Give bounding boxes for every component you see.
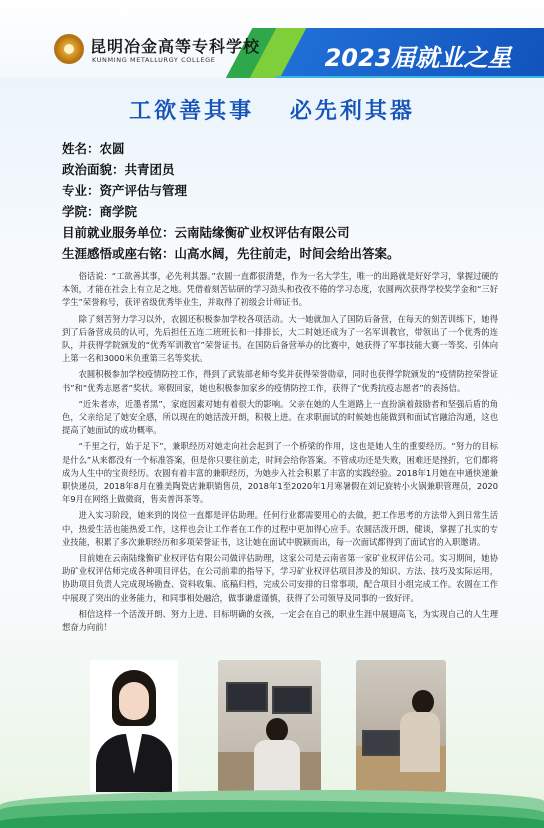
portrait-photo — [90, 660, 178, 792]
person-head — [412, 690, 434, 714]
person-body — [400, 712, 440, 772]
info-name: 姓名：农圆 — [62, 141, 125, 156]
page-title: 工欲善其事 必先利其器 — [129, 99, 415, 124]
info-motto: 生涯感悟或座右铭：山高水阔，先往前走，时间会给出答案。 — [62, 246, 400, 261]
banner-stripe-cyan — [274, 76, 544, 78]
person-body — [254, 740, 300, 792]
paragraph: 进入实习阶段，她来到的岗位一直都是评估助理。任何行业都需要用心的去做，把工作思考的方法带入到日常生活中，热爱生活也能热爱工作，这样也会让工作者在工作的过程中更加得心应手。农圆活泼开朗，健谈，掌握了扎实的专业技能，积累了多次兼职经历和多项荣誉证书，这让她在面试中脱颖而出，每一次面试都得到了面试官的入职邀请。 — [62, 510, 498, 547]
profile-info — [62, 138, 522, 264]
school-emblem-icon — [54, 34, 84, 64]
footer-wave — [0, 812, 544, 828]
info-major: 专业：资产评估与管理 — [62, 183, 188, 198]
office-work-photo — [218, 660, 321, 792]
header-banner — [0, 0, 544, 78]
paragraph: 农圆积极参加学校疫情防控工作，得到了武装部老师夸奖并获得荣誉勋章，同时也获得学院颁发的“疫情防控荣誉证书”和“优秀志愿者”奖状。寒假回家，她也积极参加家乡的疫情防控工作，获得了“优秀抗疫志愿者”的表扬信。 — [62, 369, 498, 393]
paragraph: 相信这样一个活泼开朗、努力上进、目标明确的女孩，一定会在自己的职业生涯中展翅高飞，为实现自己的人生理想奋力向前！ — [62, 608, 498, 633]
desk-work-photo — [356, 660, 446, 792]
banner-title: 2023届就业之星 — [324, 44, 512, 72]
monitor — [272, 686, 312, 714]
paragraph: “近朱者赤，近墨者黑”，家庭因素对她有着很大的影响。父亲在她的人生道路上一直扮演着鼓励者和坚强后盾的角色，父亲给足了她安全感，所以现在的她活泼开朗，积极上进。在求职面试的时候她也能做到和面试官融洽沟通，这也提高了她面试的成功概率。 — [62, 398, 498, 436]
info-employer: 目前就业服务单位：云南陆缘衡矿业权评估有限公司 — [62, 225, 350, 240]
monitor — [226, 682, 268, 712]
article-body — [62, 270, 498, 637]
portrait-face — [119, 682, 149, 720]
paragraph: “千里之行，始于足下”，兼职经历对她走向社会起到了一个桥梁的作用，这也是她人生的重要经历。“努力的目标是什么”从来都没有一个标准答案，但是你只要往前走，时间会给你答案。不管成功还是失败，困难还是挫折，它们都将成为人生中的宝贵经历。农圆有着丰富的兼职经历，为她步入社会积累了丰富的实践经验。2018年1月她在申通快递兼职快递员，2018年8月在雅美陶瓷店兼职销售员，2018年1至2020年1月寒暑假在刘记旋转小火锅兼职管理员，2020年9月在网络上做微商，售卖普洱茶等。 — [62, 441, 498, 505]
school-name-en: KUNMING METALLURGY COLLEGE — [92, 56, 216, 64]
paragraph: 除了刻苦努力学习以外，农圆还积极参加学校各项活动。大一她就加入了国防后备营，在每天的刻苦训练下，她得到了后备营成员的认可，先后担任五连二班班长和一排排长，大二时她还成为了一名军训教官，带领出了一个优秀的连队，并获得学院颁发的“优秀军训教官”荣誉证书。在国防后备营举办的比赛中，她获得了军事技能大赛一等奖、引体向上第一名和3000米负重第三名等奖状。 — [62, 313, 498, 364]
laptop — [362, 730, 400, 756]
info-political-status: 政治面貌：共青团员 — [62, 162, 175, 177]
paragraph: 俗话说：“工欲善其事，必先利其器。”农圆一直都很清楚，作为一名大学生，唯一的出路就是好好学习，掌握过硬的本领，才能在社会上有立足之地。凭借着刻苦钻研的学习劲头和孜孜不倦的学习态度，农圆两次获得学校奖学金和“三好学生”荣誉称号，获评省级优秀毕业生，并取得了初级会计师证书。 — [62, 271, 498, 308]
paragraph: 目前她在云南陆缘衡矿业权评估有限公司做评估助理，这家公司是云南省第一家矿业权评估公司。实习期间，她协助矿业权评估师完成各种项目评估，在公司前辈的指导下，学习矿业权评估项目涉及的知识、方法、技巧及实际运用，协助项目负责人完成现场勘查、资料收集、底稿归档，完成公司安排的日常事项，配合项目小组完成工作。农圆在工作中展现了突出的业务能力，和同事相处融洽，做事谦虚谨慎，获得了公司领导及同事的一致好评。 — [62, 553, 498, 603]
info-college: 学院：商学院 — [62, 204, 138, 219]
school-name-cn: 昆明冶金高等专科学校 — [90, 37, 261, 56]
person-head — [266, 718, 288, 742]
